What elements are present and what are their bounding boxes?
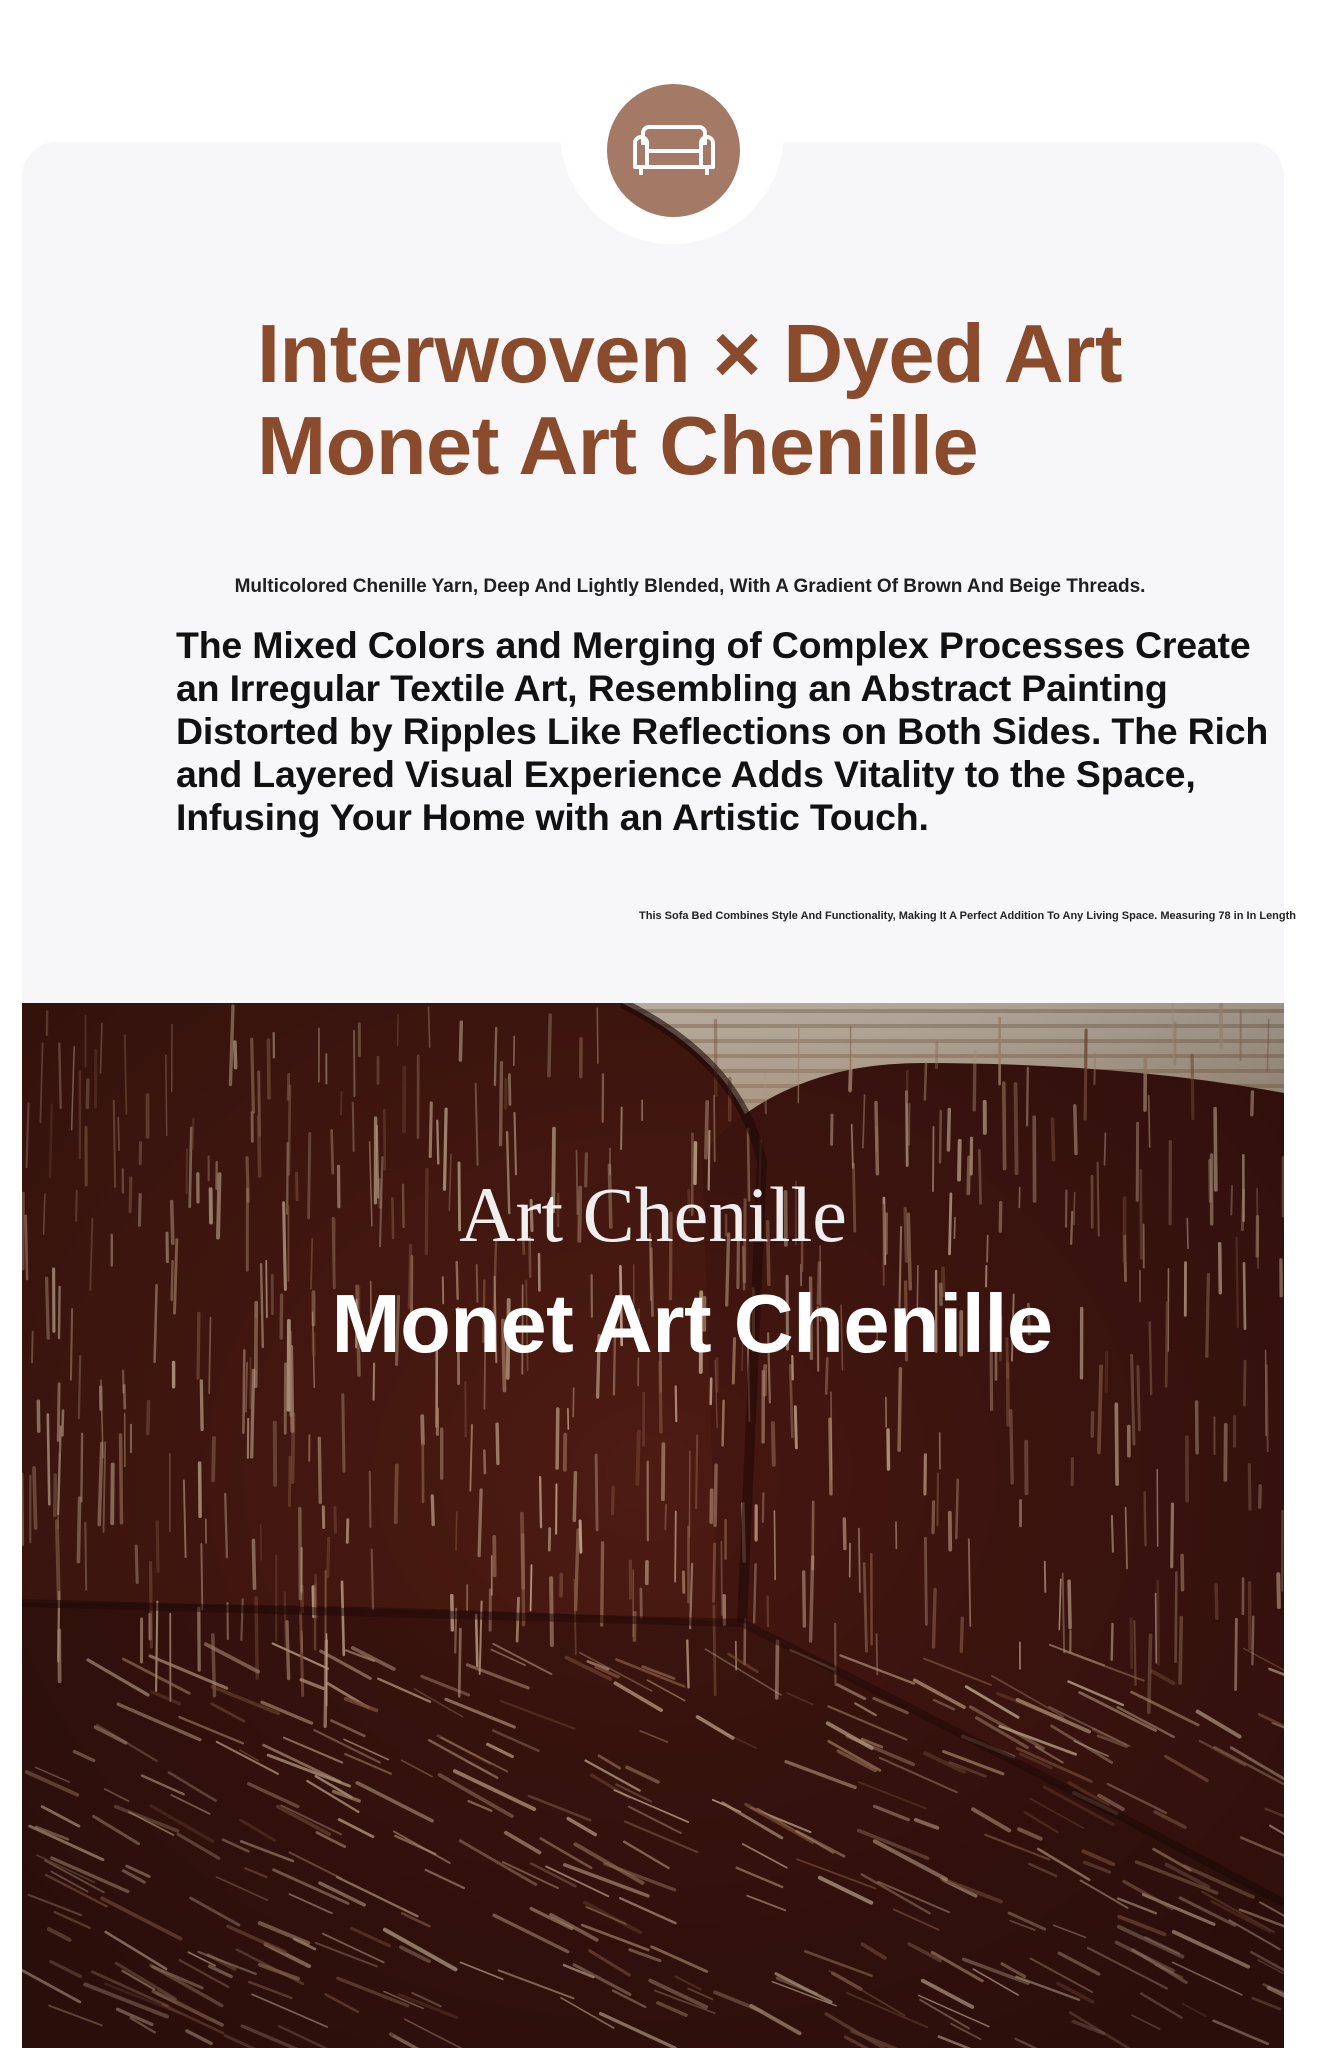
page-title — [257, 308, 1217, 492]
sofa-badge — [607, 84, 740, 217]
description: The Mixed Colors and Merging of Complex Processes Create an Irregular Textile Art, Resembling an Abstract Painting Distorted by Ripples Like Reflections on Both Sides. The Rich and Layered Visual Experience Adds Vitality to the Space, Infusing Your Home with an Artistic Touch. — [176, 624, 1269, 838]
art-chenille-label: Art Chenille — [459, 1171, 847, 1258]
title-line-2: Monet Art Chenille — [257, 399, 979, 492]
fabric-photo — [22, 1003, 1284, 2048]
sofa-icon — [629, 121, 719, 181]
title-line-1: Interwoven × Dyed Art — [257, 307, 1123, 400]
subtitle: Multicolored Chenille Yarn, Deep And Lightly Blended, With A Gradient Of Brown And Beige Threads. — [234, 576, 1146, 597]
chenille-sofa-image — [22, 1003, 1284, 2048]
dimensions-note: This Sofa Bed Combines Style And Functionality, Making It A Perfect Addition To Any Living Space. Measuring 78 in In Length — [639, 910, 1297, 922]
photo-title: Monet Art Chenille — [331, 1277, 1053, 1370]
